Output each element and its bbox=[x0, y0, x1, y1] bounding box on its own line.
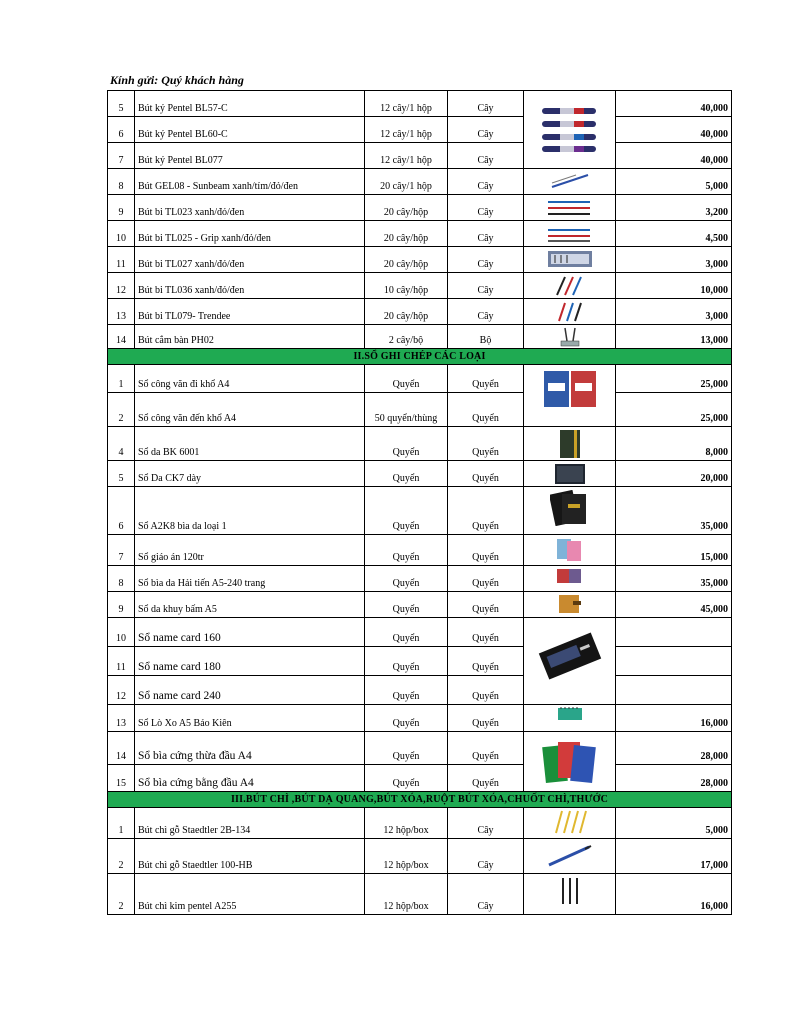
unit: Cây bbox=[448, 299, 524, 325]
product-name: Sổ name card 240 bbox=[135, 676, 365, 705]
product-name: Sổ giáo án 120tr bbox=[135, 535, 365, 566]
row-number: 11 bbox=[108, 247, 135, 273]
pack-size: 20 cây/hộp bbox=[365, 299, 448, 325]
product-name: Sổ name card 180 bbox=[135, 647, 365, 676]
thick-notebook-icon bbox=[553, 462, 587, 486]
pack-size: Quyển bbox=[365, 365, 448, 393]
product-name: Sổ công văn đi khổ A4 bbox=[135, 365, 365, 393]
pack-size: Quyển bbox=[365, 592, 448, 618]
table-row bbox=[108, 592, 732, 618]
table-row bbox=[108, 839, 732, 874]
row-number: 5 bbox=[108, 461, 135, 487]
unit-price: 28,000 bbox=[616, 765, 732, 792]
table-row bbox=[108, 299, 732, 325]
section-header bbox=[108, 349, 732, 365]
unit: Quyển bbox=[448, 365, 524, 393]
unit: Quyển bbox=[448, 487, 524, 535]
pack-size: Quyển bbox=[365, 618, 448, 647]
product-image bbox=[524, 592, 616, 618]
unit: Quyển bbox=[448, 732, 524, 765]
product-name: Bút bi TL079- Trendee bbox=[135, 299, 365, 325]
product-name: Bút chì kim pentel A255 bbox=[135, 874, 365, 915]
product-image bbox=[524, 195, 616, 221]
unit-price: 20,000 bbox=[616, 461, 732, 487]
row-number: 2 bbox=[108, 393, 135, 427]
product-image-name-card-book bbox=[524, 618, 616, 705]
table-row bbox=[108, 647, 732, 676]
table-row bbox=[108, 618, 732, 647]
record-book-icon bbox=[542, 369, 598, 409]
pack-size: 20 cây/hộp bbox=[365, 195, 448, 221]
table-row bbox=[108, 365, 732, 393]
row-number: 2 bbox=[108, 874, 135, 915]
unit-price: 10,000 bbox=[616, 273, 732, 299]
product-name: Bút GEL08 - Sunbeam xanh/tím/đỏ/đen bbox=[135, 169, 365, 195]
unit: Cây bbox=[448, 221, 524, 247]
pack-size: 12 hộp/box bbox=[365, 808, 448, 839]
table-row bbox=[108, 808, 732, 839]
pack-size: Quyển bbox=[365, 676, 448, 705]
product-name: Sổ bìa cứng bằng đầu A4 bbox=[135, 765, 365, 792]
pack-size: 12 cây/1 hộp bbox=[365, 143, 448, 169]
pack-size: Quyển bbox=[365, 705, 448, 732]
table-row bbox=[108, 247, 732, 273]
product-name: Bút chì gỗ Staedtler 2B-134 bbox=[135, 808, 365, 839]
name-card-book-icon bbox=[538, 626, 602, 686]
table-row bbox=[108, 765, 732, 792]
row-number: 6 bbox=[108, 487, 135, 535]
product-image bbox=[524, 808, 616, 839]
unit-price bbox=[616, 647, 732, 676]
grip-pen-icon bbox=[546, 224, 594, 244]
unit-price: 25,000 bbox=[616, 365, 732, 393]
pack-size: 10 cây/hộp bbox=[365, 273, 448, 299]
trendee-pen-icon bbox=[553, 301, 587, 323]
unit-price: 13,000 bbox=[616, 325, 732, 349]
spiral-notebook-icon bbox=[556, 706, 584, 722]
pack-size: 2 cây/bộ bbox=[365, 325, 448, 349]
row-number: 2 bbox=[108, 839, 135, 874]
product-name: Bút cắm bàn PH02 bbox=[135, 325, 365, 349]
price-table bbox=[107, 90, 732, 915]
table-row bbox=[108, 91, 732, 117]
unit: Bộ bbox=[448, 325, 524, 349]
pack-size: Quyển bbox=[365, 647, 448, 676]
table-row bbox=[108, 325, 732, 349]
row-number: 9 bbox=[108, 195, 135, 221]
unit-price: 17,000 bbox=[616, 839, 732, 874]
unit-price: 35,000 bbox=[616, 487, 732, 535]
product-image bbox=[524, 566, 616, 592]
unit-price: 3,000 bbox=[616, 247, 732, 273]
row-number: 7 bbox=[108, 535, 135, 566]
pen-image-icon bbox=[540, 105, 600, 153]
unit-price: 3,000 bbox=[616, 299, 732, 325]
leather-cover-notebook-icon bbox=[550, 490, 590, 526]
product-name: Bút bi TL027 xanh/đỏ/đen bbox=[135, 247, 365, 273]
hardcover-notebook-icon bbox=[540, 738, 600, 786]
unit-price: 28,000 bbox=[616, 732, 732, 765]
pack-size: Quyển bbox=[365, 732, 448, 765]
a5-notebook-icon bbox=[555, 567, 585, 585]
pack-size: Quyển bbox=[365, 765, 448, 792]
product-image bbox=[524, 169, 616, 195]
leather-notebook-icon bbox=[558, 429, 582, 459]
product-image bbox=[524, 535, 616, 566]
row-number: 4 bbox=[108, 427, 135, 461]
unit: Cây bbox=[448, 874, 524, 915]
row-number: 8 bbox=[108, 169, 135, 195]
row-number: 1 bbox=[108, 808, 135, 839]
pack-size: 50 quyển/thùng bbox=[365, 393, 448, 427]
product-image bbox=[524, 221, 616, 247]
unit-price: 16,000 bbox=[616, 705, 732, 732]
product-image bbox=[524, 247, 616, 273]
unit: Cây bbox=[448, 169, 524, 195]
unit: Quyển bbox=[448, 647, 524, 676]
row-number: 15 bbox=[108, 765, 135, 792]
product-name: Sổ Lò Xo A5 Bảo Kiên bbox=[135, 705, 365, 732]
product-name: Bút ký Pentel BL077 bbox=[135, 143, 365, 169]
table-row bbox=[108, 705, 732, 732]
product-name: Sổ da BK 6001 bbox=[135, 427, 365, 461]
unit-price: 15,000 bbox=[616, 535, 732, 566]
product-image bbox=[524, 839, 616, 874]
unit: Quyển bbox=[448, 592, 524, 618]
product-image bbox=[524, 299, 616, 325]
row-number: 14 bbox=[108, 732, 135, 765]
product-image-pentel-pens bbox=[524, 91, 616, 169]
unit-price: 40,000 bbox=[616, 143, 732, 169]
wooden-pencil-icon bbox=[550, 809, 590, 835]
pack-size: 12 cây/1 hộp bbox=[365, 91, 448, 117]
hb-pencil-icon bbox=[547, 843, 593, 867]
table-row bbox=[108, 427, 732, 461]
product-name: Bút bi TL023 xanh/đỏ/đen bbox=[135, 195, 365, 221]
unit: Quyển bbox=[448, 566, 524, 592]
row-number: 6 bbox=[108, 117, 135, 143]
table-row bbox=[108, 676, 732, 705]
row-number: 13 bbox=[108, 299, 135, 325]
row-number: 12 bbox=[108, 676, 135, 705]
section-header bbox=[108, 792, 732, 808]
unit: Cây bbox=[448, 273, 524, 299]
row-number: 5 bbox=[108, 91, 135, 117]
greeting-text: Kính gửi: Quý khách hàng bbox=[110, 73, 244, 87]
product-name: Sổ name card 160 bbox=[135, 618, 365, 647]
unit: Cây bbox=[448, 91, 524, 117]
row-number: 12 bbox=[108, 273, 135, 299]
row-number: 10 bbox=[108, 618, 135, 647]
unit-price: 5,000 bbox=[616, 169, 732, 195]
product-name: Sổ A2K8 bìa da loại 1 bbox=[135, 487, 365, 535]
product-name: Bút ký Pentel BL57-C bbox=[135, 91, 365, 117]
product-image bbox=[524, 705, 616, 732]
unit: Quyển bbox=[448, 461, 524, 487]
row-number: 7 bbox=[108, 143, 135, 169]
unit: Cây bbox=[448, 195, 524, 221]
section-title: II.SỔ GHI CHÉP CÁC LOẠI bbox=[108, 349, 732, 365]
pack-size: 12 hộp/box bbox=[365, 874, 448, 915]
product-name: Bút chì gỗ Staedtler 100-HB bbox=[135, 839, 365, 874]
pack-size: 20 cây/1 hộp bbox=[365, 169, 448, 195]
row-number: 14 bbox=[108, 325, 135, 349]
product-name: Sổ da khuy bấm A5 bbox=[135, 592, 365, 618]
unit-price: 16,000 bbox=[616, 874, 732, 915]
product-image bbox=[524, 487, 616, 535]
unit: Cây bbox=[448, 247, 524, 273]
row-number: 13 bbox=[108, 705, 135, 732]
mechanical-pencil-icon bbox=[558, 876, 582, 906]
unit-price: 40,000 bbox=[616, 91, 732, 117]
pack-size: 12 cây/1 hộp bbox=[365, 117, 448, 143]
product-name: Bút bi TL036 xanh/đỏ/đen bbox=[135, 273, 365, 299]
product-name: Sổ công văn đến khổ A4 bbox=[135, 393, 365, 427]
table-row bbox=[108, 874, 732, 915]
section-title: III.BÚT CHÌ ,BÚT DẠ QUANG,BÚT XÓA,RUỘT BÚT XÓA,CHUỐT CHÌ,THƯỚC bbox=[108, 792, 732, 808]
unit-price bbox=[616, 676, 732, 705]
product-image-hardcover-books bbox=[524, 732, 616, 792]
unit: Cây bbox=[448, 117, 524, 143]
unit-price: 25,000 bbox=[616, 393, 732, 427]
unit: Quyển bbox=[448, 535, 524, 566]
product-image bbox=[524, 874, 616, 915]
table-row bbox=[108, 461, 732, 487]
table-row bbox=[108, 195, 732, 221]
pack-size: Quyển bbox=[365, 427, 448, 461]
table-row bbox=[108, 566, 732, 592]
table-row bbox=[108, 117, 732, 143]
pack-size: 12 hộp/box bbox=[365, 839, 448, 874]
table-row bbox=[108, 169, 732, 195]
table-row bbox=[108, 273, 732, 299]
row-number: 10 bbox=[108, 221, 135, 247]
unit: Quyển bbox=[448, 765, 524, 792]
table-row bbox=[108, 535, 732, 566]
gel-pen-icon bbox=[548, 171, 592, 191]
product-name: Bút ký Pentel BL60-C bbox=[135, 117, 365, 143]
table-row bbox=[108, 732, 732, 765]
unit: Quyển bbox=[448, 393, 524, 427]
product-name: Sổ bìa da Hải tiến A5-240 trang bbox=[135, 566, 365, 592]
unit-price: 8,000 bbox=[616, 427, 732, 461]
ballpoint-pen-icon bbox=[546, 198, 594, 218]
row-number: 8 bbox=[108, 566, 135, 592]
pack-size: 20 cây/hộp bbox=[365, 221, 448, 247]
pack-size: Quyển bbox=[365, 535, 448, 566]
product-image bbox=[524, 461, 616, 487]
unit: Quyển bbox=[448, 705, 524, 732]
pen-box-icon bbox=[547, 249, 593, 269]
row-number: 1 bbox=[108, 365, 135, 393]
unit-price: 40,000 bbox=[616, 117, 732, 143]
table-row bbox=[108, 393, 732, 427]
unit-price: 45,000 bbox=[616, 592, 732, 618]
unit-price: 5,000 bbox=[616, 808, 732, 839]
row-number: 9 bbox=[108, 592, 135, 618]
pack-size: Quyển bbox=[365, 487, 448, 535]
snap-notebook-icon bbox=[557, 593, 583, 615]
unit: Quyển bbox=[448, 618, 524, 647]
product-image-record-books bbox=[524, 365, 616, 427]
product-name: Sổ Da CK7 dày bbox=[135, 461, 365, 487]
product-image bbox=[524, 273, 616, 299]
unit: Quyển bbox=[448, 427, 524, 461]
row-number: 11 bbox=[108, 647, 135, 676]
pen-set-icon bbox=[553, 275, 587, 297]
product-name: Sổ bìa cứng thừa đầu A4 bbox=[135, 732, 365, 765]
table-row bbox=[108, 221, 732, 247]
unit: Cây bbox=[448, 839, 524, 874]
desk-pen-stand-icon bbox=[555, 327, 585, 347]
table-row bbox=[108, 487, 732, 535]
unit: Quyển bbox=[448, 676, 524, 705]
lesson-plan-book-icon bbox=[555, 537, 585, 563]
pack-size: Quyển bbox=[365, 566, 448, 592]
product-image bbox=[524, 427, 616, 461]
unit-price: 4,500 bbox=[616, 221, 732, 247]
pack-size: 20 cây/hộp bbox=[365, 247, 448, 273]
unit-price: 3,200 bbox=[616, 195, 732, 221]
product-name: Bút bi TL025 - Grip xanh/đỏ/đen bbox=[135, 221, 365, 247]
unit-price: 35,000 bbox=[616, 566, 732, 592]
unit: Cây bbox=[448, 808, 524, 839]
product-image bbox=[524, 325, 616, 349]
table-row bbox=[108, 143, 732, 169]
unit-price bbox=[616, 618, 732, 647]
pack-size: Quyển bbox=[365, 461, 448, 487]
unit: Cây bbox=[448, 143, 524, 169]
